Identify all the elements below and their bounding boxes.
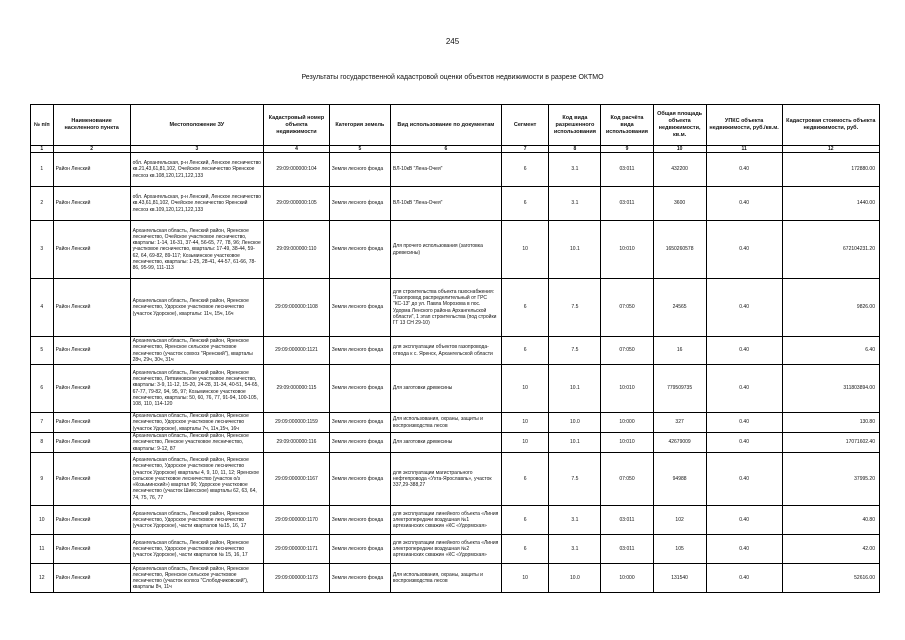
header-cell: Местоположение ЗУ [130,105,264,146]
use-cell: ВЛ-10кВ "Лена-Очея" [390,153,501,187]
area-cell: 105 [653,535,706,564]
area-cell: 42679009 [653,433,706,453]
area-cell: 131540 [653,564,706,593]
table-row [31,433,880,453]
use-cell: Для заготовки древесины [390,365,501,413]
column-number: 9 [601,146,653,153]
use-cell: для эксплуатации объектов газопровода-отвода к с. Яренск, Архангельской области [390,337,501,365]
header-cell: Код расчёта вида использования [601,105,653,146]
location-cell: Архангельская область, Ленский район, Яренское лесничество, Ленское участковое лесничество, кварталы: 9-12, 87 [130,433,264,453]
table-row [31,279,880,337]
area-cell: 1650260578 [653,221,706,279]
header-cell: УПКС объекта недвижимости, руб./кв.м. [706,105,782,146]
cadastral-value-cell: 672104231.20 [782,221,879,279]
location-cell: обл. Архангельская, р-н Ленский, Ленское лесничество кв.21,43,61,81,102, Очейское лесничество Яренское лесхоз кв.108,120,121,122,133 [130,153,264,187]
settlement-cell: Район Ленский [53,413,130,433]
column-number: 7 [501,146,549,153]
calc-code-cell: 03:011 [601,187,653,221]
valuation-table [30,104,880,593]
land-category-cell: Земли лесного фонда [329,453,390,506]
land-category-cell: Земли лесного фонда [329,279,390,337]
calc-code-cell: 07:050 [601,337,653,365]
location-cell: Архангельская область, Ленский район, Яренское лесничество, Удорское участковое лесничество (участок Удорское), части кварталов №15, 16, 17 [130,506,264,535]
header-cell: Вид использование по документам [390,105,501,146]
upks-cell: 0.40 [706,506,782,535]
upks-cell: 0.40 [706,433,782,453]
use-code-cell: 3.1 [549,187,601,221]
calc-code-cell: 03:011 [601,153,653,187]
settlement-cell: Район Ленский [53,433,130,453]
cadastral-number-cell: 29:09:000000:115 [264,365,330,413]
land-category-cell: Земли лесного фонда [329,433,390,453]
area-cell: 24565 [653,279,706,337]
use-cell: Для использования, охраны, защиты и воспроизводства лесов [390,564,501,593]
area-cell: 16 [653,337,706,365]
location-cell: Архангельская область, Ленский район, Яренское лесничество, Яренское сельское участковое лесничество (участок колхоз "Слободчиковский"), кварталы 8ч, 11ч [130,564,264,593]
settlement-cell: Район Ленский [53,279,130,337]
row-number: 11 [31,535,54,564]
header-cell: Сегмент [501,105,549,146]
land-category-cell: Земли лесного фонда [329,337,390,365]
row-number: 10 [31,506,54,535]
row-number: 6 [31,365,54,413]
header-cell: Наименование населенного пункта [53,105,130,146]
location-cell: Архангельская область, Ленский район, Яренское лесничество, Удорское участковое лесничество (участок Удорское), кварталы 7ч, 11ч,15ч, 16ч [130,413,264,433]
table-row [31,564,880,593]
use-code-cell: 10.1 [549,433,601,453]
cadastral-value-cell: 130.80 [782,413,879,433]
cadastral-number-cell: 29:09:000000:105 [264,187,330,221]
segment-cell: 6 [501,153,549,187]
column-number: 12 [782,146,879,153]
use-cell: для эксплуатации линейного объекта «Линия электропередачи воздушная №1 артезианских скважин «КС «Удормская» [390,506,501,535]
segment-cell: 10 [501,221,549,279]
upks-cell: 0.40 [706,337,782,365]
table-row [31,413,880,433]
cadastral-number-cell: 29:09:000000:116 [264,433,330,453]
row-number: 12 [31,564,54,593]
settlement-cell: Район Ленский [53,153,130,187]
header-cell: Код вида разрешенного использования [549,105,601,146]
cadastral-value-cell: 1440.00 [782,187,879,221]
cadastral-value-cell: 172880.00 [782,153,879,187]
page-number: 245 [445,37,460,46]
cadastral-value-cell: 311803894.00 [782,365,879,413]
land-category-cell: Земли лесного фонда [329,221,390,279]
column-number: 6 [390,146,501,153]
table-row [31,187,880,221]
table-row [31,535,880,564]
upks-cell: 0.40 [706,153,782,187]
upks-cell: 0.40 [706,279,782,337]
cadastral-number-cell: 29:09:000000:1170 [264,506,330,535]
table-row [31,221,880,279]
use-cell: Для прочего использования (заготовка древесины) [390,221,501,279]
cadastral-value-cell: 9826.00 [782,279,879,337]
use-code-cell: 7.5 [549,337,601,365]
cadastral-value-cell: 6.40 [782,337,879,365]
segment-cell: 6 [501,337,549,365]
cadastral-value-cell: 17071602.40 [782,433,879,453]
column-number: 8 [549,146,601,153]
location-cell: Архангельская область, Ленский район, Яренское лесничество, Удорское участковое лесничество (участок Удорское), кварталы: 11ч, 15ч, 16ч [130,279,264,337]
upks-cell: 0.40 [706,221,782,279]
upks-cell: 0.40 [706,453,782,506]
upks-cell: 0.40 [706,187,782,221]
location-cell: обл. Архангельская, р-н Ленский, Ленское лесничество кв.43,61,81,102, Очейское лесничество Яренский лесхоз кв.109,120,121,122,133 [130,187,264,221]
column-number-row [31,146,880,153]
use-code-cell: 7.5 [549,279,601,337]
land-category-cell: Земли лесного фонда [329,506,390,535]
table-row [31,337,880,365]
land-category-cell: Земли лесного фонда [329,187,390,221]
cadastral-number-cell: 29:09:000000:1159 [264,413,330,433]
settlement-cell: Район Ленский [53,221,130,279]
upks-cell: 0.40 [706,413,782,433]
row-number: 2 [31,187,54,221]
use-code-cell: 7.5 [549,453,601,506]
area-cell: 432200 [653,153,706,187]
row-number: 7 [31,413,54,433]
land-category-cell: Земли лесного фонда [329,564,390,593]
segment-cell: 10 [501,433,549,453]
segment-cell: 6 [501,279,549,337]
upks-cell: 0.40 [706,365,782,413]
use-code-cell: 10.1 [549,365,601,413]
column-number: 3 [130,146,264,153]
segment-cell: 6 [501,535,549,564]
land-category-cell: Земли лесного фонда [329,413,390,433]
settlement-cell: Район Ленский [53,564,130,593]
location-cell: Архангельская область, Ленский район, Яренское лесничество, Удорское участковое лесничество (участок Удорское), части кварталов № 15, 16, 17 [130,535,264,564]
column-number: 5 [329,146,390,153]
calc-code-cell: 07:050 [601,279,653,337]
area-cell: 779509735 [653,365,706,413]
settlement-cell: Район Ленский [53,506,130,535]
column-number: 10 [653,146,706,153]
location-cell: Архангельская область, Ленский район, Яренское лесничество, Яренское сельское участковое лесничество (участок совхоз "Яренский"), кварталы 28ч, 29ч, 30ч, 31ч [130,337,264,365]
column-number: 4 [264,146,330,153]
use-code-cell: 10.0 [549,564,601,593]
cadastral-number-cell: 29:09:000000:1121 [264,337,330,365]
calc-code-cell: 03:011 [601,535,653,564]
calc-code-cell: 10:000 [601,564,653,593]
settlement-cell: Район Ленский [53,337,130,365]
area-cell: 94988 [653,453,706,506]
row-number: 9 [31,453,54,506]
calc-code-cell: 07:050 [601,453,653,506]
cadastral-value-cell: 37995.20 [782,453,879,506]
area-cell: 3600 [653,187,706,221]
use-code-cell: 3.1 [549,506,601,535]
use-cell: для строительства объекта газоснабжения: "Газопровод распределительный от ГРС "КС-13" до ул. Павла Морозова в пос. Удорма Ленского района Архангельской области", 1 этап строительства (под стройки ГГ 13 СН 29-10) [390,279,501,337]
location-cell: Архангельская область, Ленский район, Яренское лесничество, Удорское участковое лесничество (участок Удорское) кварталы 4, 9, 10, 11, 12; Яренское сельское участковое лесничество (участок о/з «Козьминский») квартал 96; Удорское участковое лесничество (участок Шиесское) кварталы 62, 63, 64, 74, 75, 76, 77 [130,453,264,506]
column-number: 11 [706,146,782,153]
header-row [31,105,880,146]
calc-code-cell: 03:011 [601,506,653,535]
cadastral-value-cell: 52616.00 [782,564,879,593]
calc-code-cell: 10:010 [601,365,653,413]
table-row [31,453,880,506]
column-number: 1 [31,146,54,153]
calc-code-cell: 10:010 [601,433,653,453]
upks-cell: 0.40 [706,535,782,564]
row-number: 1 [31,153,54,187]
settlement-cell: Район Ленский [53,187,130,221]
use-cell: Для использования, охраны, защиты и воспроизводства лесов [390,413,501,433]
table-row [31,506,880,535]
settlement-cell: Район Ленский [53,535,130,564]
table-body [31,153,880,593]
use-cell: Для заготовки древесины [390,433,501,453]
header-cell: Общая площадь объекта недвижимости, кв.м. [653,105,706,146]
cadastral-number-cell: 29:09:000000:1171 [264,535,330,564]
settlement-cell: Район Ленский [53,365,130,413]
area-cell: 327 [653,413,706,433]
calc-code-cell: 10:010 [601,221,653,279]
use-code-cell: 3.1 [549,535,601,564]
document-title: Результаты государственной кадастровой оценки объектов недвижимости в разрезе ОКТМО [301,74,604,81]
row-number: 4 [31,279,54,337]
use-cell: для эксплуатации магистрального нефтепровода «Ухта-Ярославль», участок 337,29-388,27 [390,453,501,506]
upks-cell: 0.40 [706,564,782,593]
row-number: 8 [31,433,54,453]
location-cell: Архангельская область, Ленский район, Яренское лесничество, Литвиновское участковое лесничество, кварталы: 3-9, 11-12, 15-20, 24-28, 31-34, 40-51, 54-65, 67-77, 79-82, 94, 95, 97; Козьминское участковое лесничество, кварталы: 50, 60, 76, 77, 91-94, 100-105, 108, 110, 114-120 [130,365,264,413]
cadastral-value-cell: 42.00 [782,535,879,564]
cadastral-value-cell: 40.80 [782,506,879,535]
cadastral-number-cell: 29:09:000000:1167 [264,453,330,506]
cadastral-number-cell: 29:09:000000:104 [264,153,330,187]
segment-cell: 10 [501,365,549,413]
header-cell: Кадастровая стоимость объекта недвижимости, руб. [782,105,879,146]
segment-cell: 6 [501,453,549,506]
header-cell: Кадастровый номер объекта недвижимости [264,105,330,146]
row-number: 5 [31,337,54,365]
use-cell: для эксплуатации линейного объекта «Линия электропередачи воздушная №2 артезианских скважин «КС «Удормская» [390,535,501,564]
header-cell: Категория земель [329,105,390,146]
segment-cell: 10 [501,564,549,593]
segment-cell: 6 [501,506,549,535]
segment-cell: 6 [501,187,549,221]
cadastral-number-cell: 29:09:000000:1108 [264,279,330,337]
land-category-cell: Земли лесного фонда [329,365,390,413]
header-cell: № п/п [31,105,54,146]
use-code-cell: 10.1 [549,221,601,279]
land-category-cell: Земли лесного фонда [329,153,390,187]
land-category-cell: Земли лесного фонда [329,535,390,564]
table-row [31,365,880,413]
segment-cell: 10 [501,413,549,433]
use-code-cell: 3.1 [549,153,601,187]
area-cell: 102 [653,506,706,535]
use-cell: ВЛ-10кВ "Лена-Очея" [390,187,501,221]
table-row [31,153,880,187]
cadastral-number-cell: 29:09:000000:1173 [264,564,330,593]
settlement-cell: Район Ленский [53,453,130,506]
calc-code-cell: 10:000 [601,413,653,433]
column-number: 2 [53,146,130,153]
cadastral-number-cell: 29:09:000000:110 [264,221,330,279]
row-number: 3 [31,221,54,279]
location-cell: Архангельская область, Ленский район, Яренское лесничество, Очейское участковое лесничество, кварталы: 1-14, 16-31, 37-44, 56-65, 77, 78, 96; Ленское участковое лесничество, кварталы: 17-49, 38-44, 59-62, 64, 69-82, 89-117; Козьминское участковое лесничество, кварталы: 1-25, 28-41, 44-57, 61-66, 78-86, 95-99, 111-113 [130,221,264,279]
use-code-cell: 10.0 [549,413,601,433]
